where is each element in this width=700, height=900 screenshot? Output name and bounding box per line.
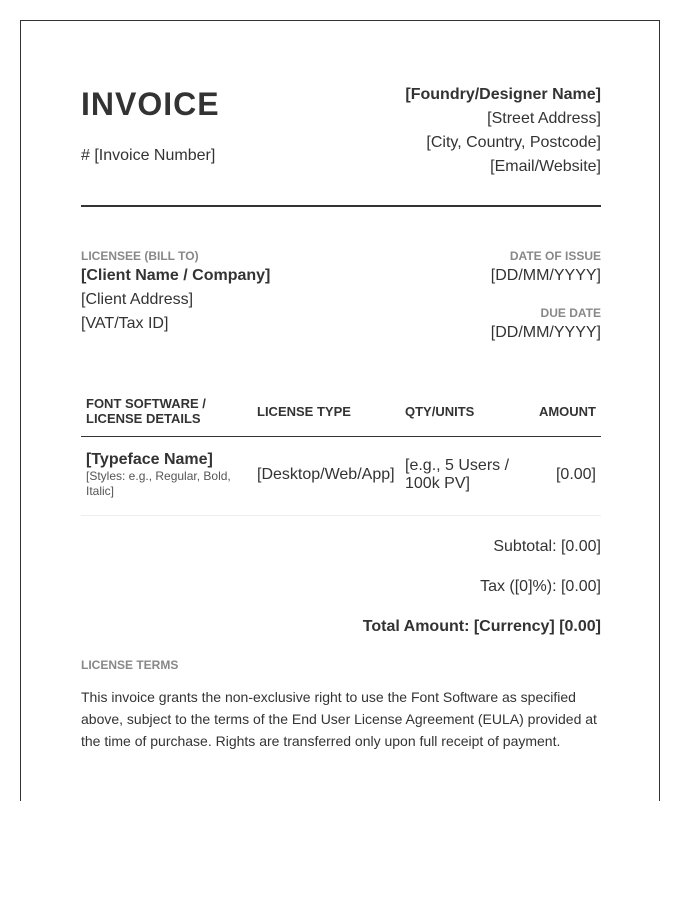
total-amount: Total Amount: [Currency] [0.00]	[362, 618, 601, 635]
issue-date-label: DATE OF ISSUE	[509, 249, 601, 263]
client-vat-id: [VAT/Tax ID]	[81, 315, 169, 332]
totals-block	[363, 536, 601, 656]
invoice-title: INVOICE	[81, 86, 220, 122]
vendor-street: [Street Address]	[487, 110, 601, 127]
column-header-qty: QTY/UNITS	[405, 404, 475, 419]
dates-block	[491, 249, 601, 345]
license-terms-label: LICENSE TERMS	[81, 658, 179, 672]
license-terms-text: This invoice grants the non-exclusive right to use the Font Software as specified above, subject to the terms of the End User License Agreement (EULA) provided at the time of purchase. Rights are transferred only upon full receipt of payment.	[81, 689, 597, 749]
issue-date-value: [DD/MM/YYYY]	[490, 267, 601, 284]
header-divider	[81, 205, 601, 207]
column-header-license-type: LICENSE TYPE	[257, 404, 351, 419]
typeface-styles: [Styles: e.g., Regular, Bold, Italic]	[86, 469, 231, 498]
column-header-details-line2: LICENSE DETAILS	[86, 411, 201, 426]
bill-to-block	[81, 249, 270, 336]
due-date-value: [DD/MM/YYYY]	[490, 324, 601, 341]
amount-value: [0.00]	[555, 466, 596, 483]
vendor-contact: [Email/Website]	[490, 158, 601, 175]
column-header-details	[86, 396, 206, 426]
tax: Tax ([0]%): [0.00]	[480, 578, 601, 595]
column-header-details-line1: FONT SOFTWARE /	[86, 396, 206, 411]
client-name: [Client Name / Company]	[81, 267, 271, 284]
table-header	[81, 394, 601, 437]
table-row	[81, 437, 601, 516]
typeface-name: [Typeface Name]	[86, 451, 213, 468]
invoice-number: # [Invoice Number]	[81, 147, 216, 164]
vendor-name: [Foundry/Designer Name]	[405, 86, 601, 103]
license-type-value: [Desktop/Web/App]	[257, 466, 395, 483]
vendor-block	[405, 83, 601, 179]
qty-value: [e.g., 5 Users / 100k PV]	[405, 457, 510, 492]
bill-to-label: LICENSEE (BILL TO)	[81, 249, 199, 263]
vendor-city: [City, Country, Postcode]	[426, 134, 601, 151]
client-address: [Client Address]	[81, 291, 194, 308]
column-header-amount: AMOUNT	[538, 404, 596, 419]
invoice-page	[20, 20, 660, 801]
due-date-label: DUE DATE	[540, 306, 601, 320]
subtotal: Subtotal: [0.00]	[493, 538, 601, 555]
